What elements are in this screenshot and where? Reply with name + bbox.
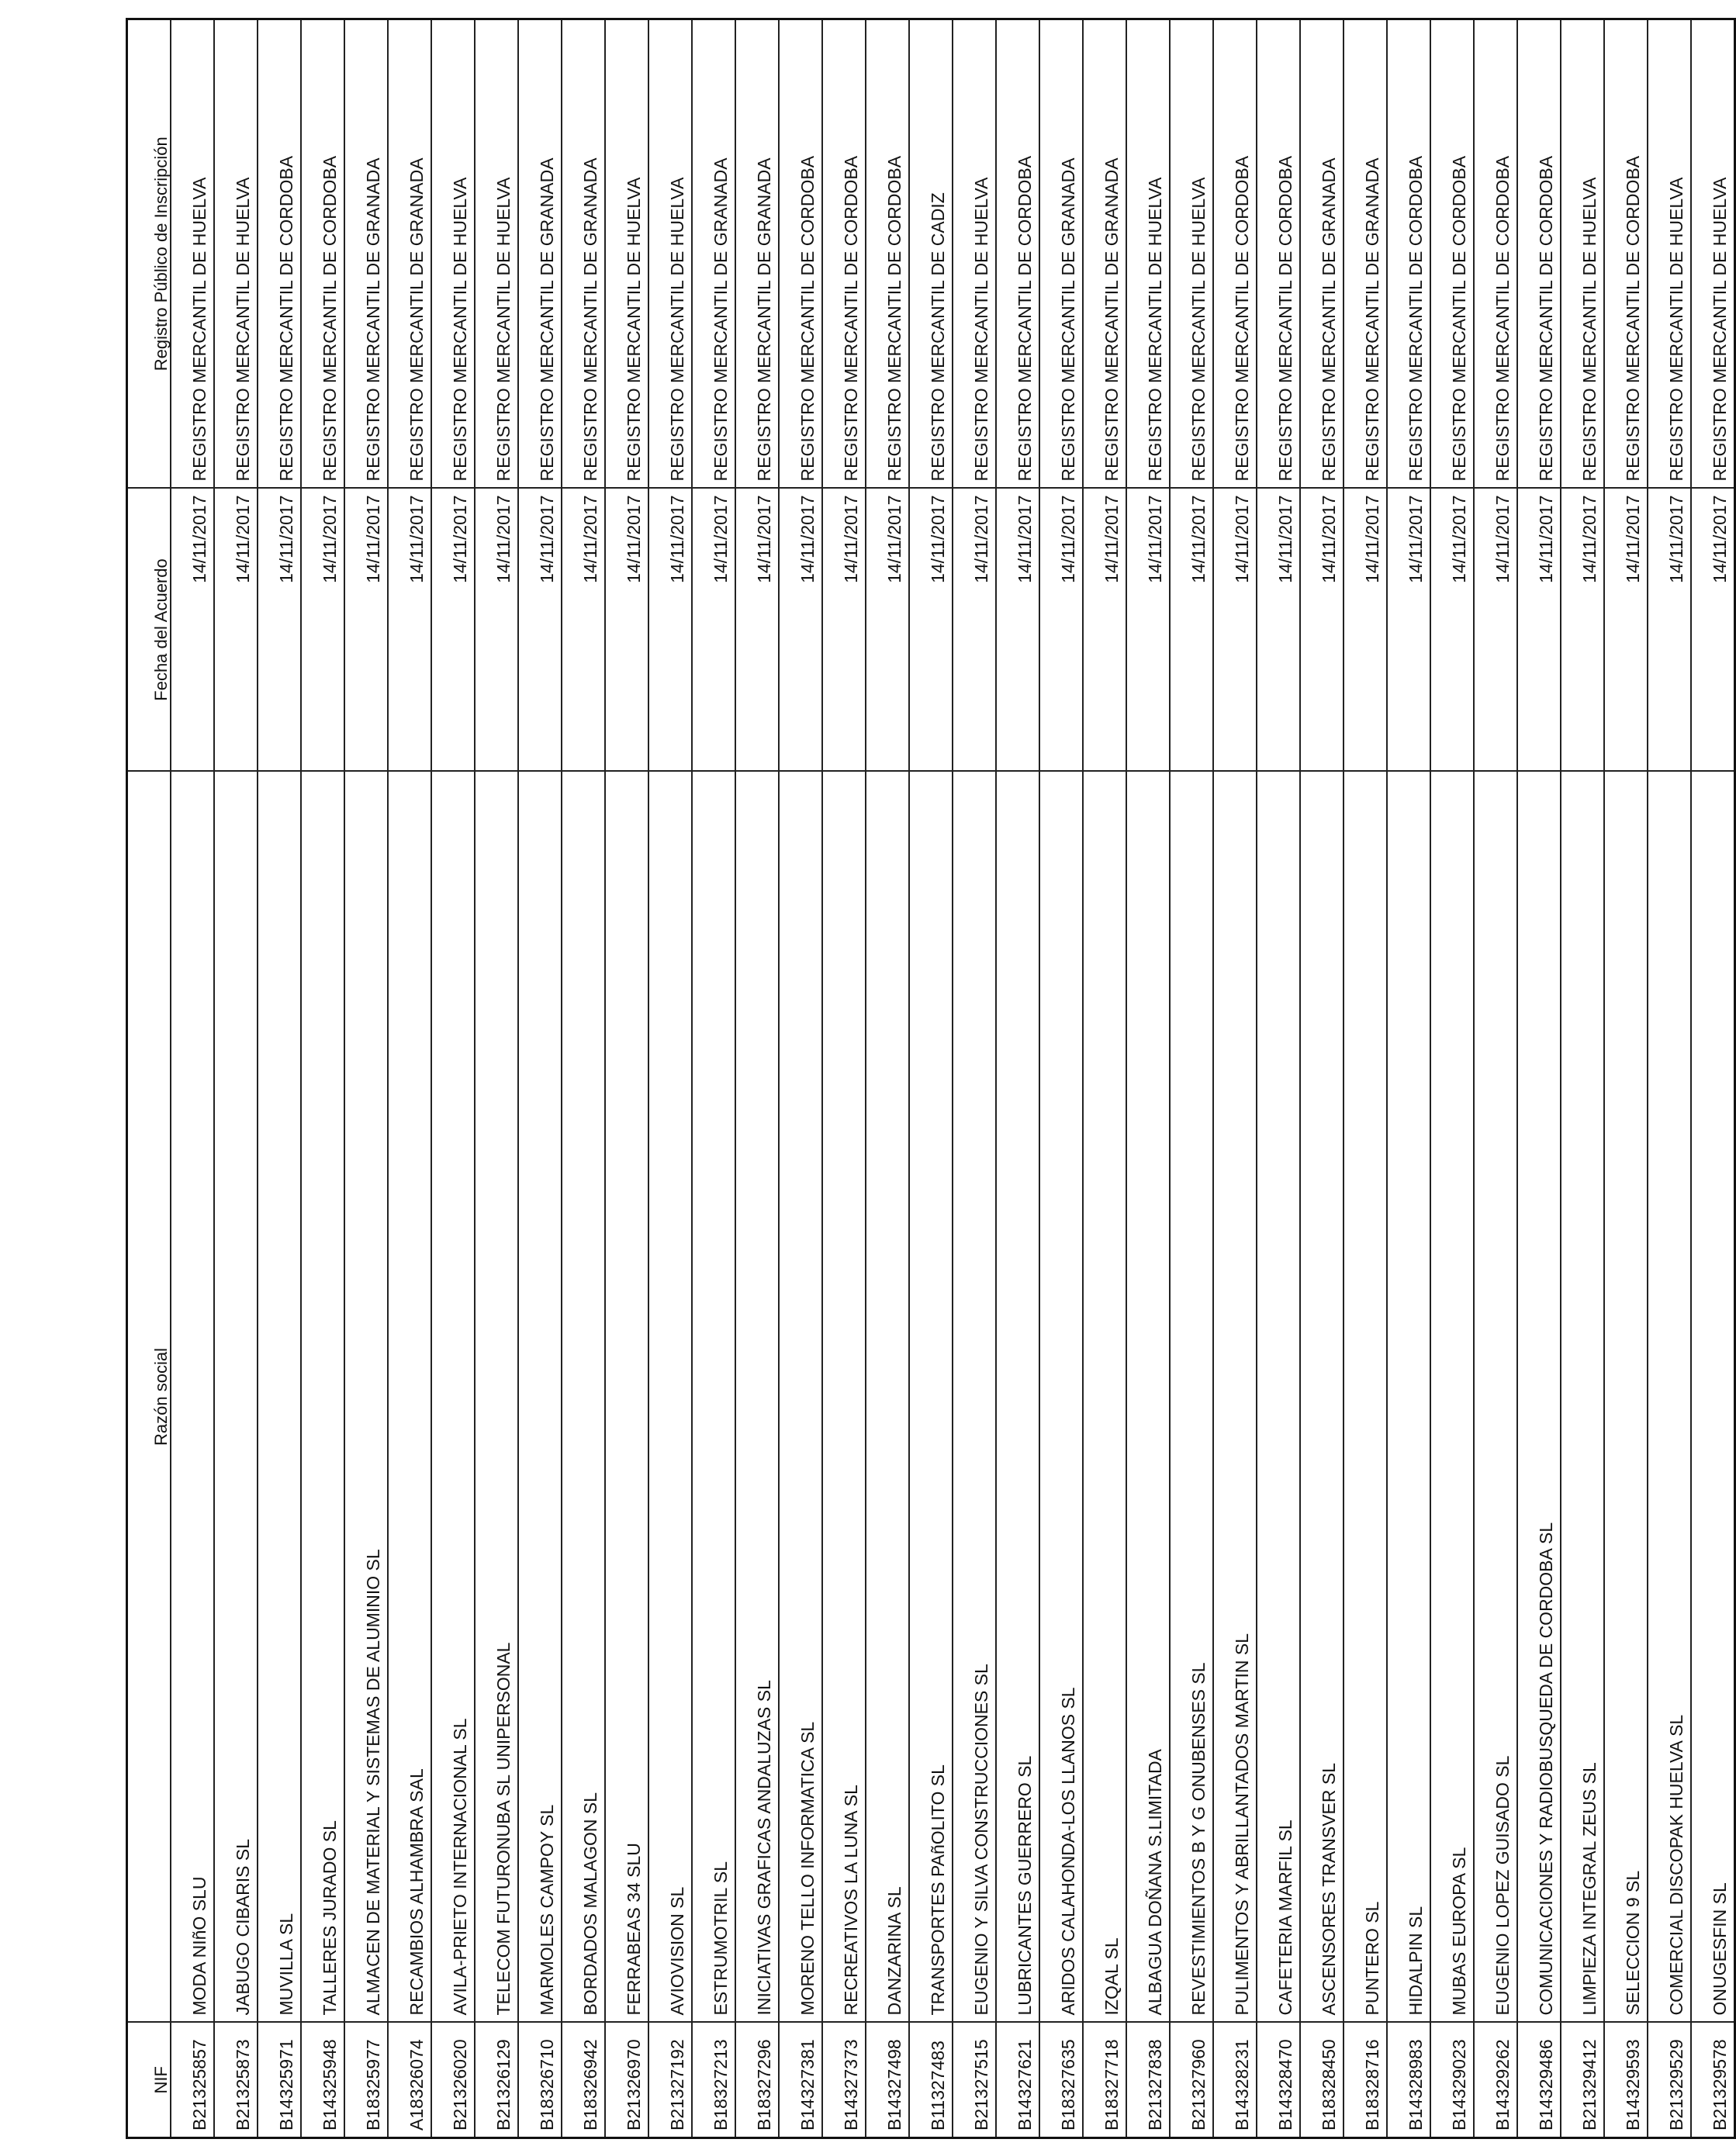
registry-cell: REGISTRO MERCANTIL DE GRANADA xyxy=(692,19,735,489)
nif-cell: B18326942 xyxy=(562,2023,605,2138)
table-row xyxy=(1561,19,1604,2138)
nif-cell: A18326074 xyxy=(388,2023,431,2138)
company-name-cell: AVIOVISION SL xyxy=(648,772,692,2023)
registry-cell: REGISTRO MERCANTIL DE GRANADA xyxy=(1039,19,1083,489)
table-row xyxy=(953,19,996,2138)
nif-cell: B14327373 xyxy=(822,2023,866,2138)
table-row xyxy=(258,19,301,2138)
nif-cell: B21326129 xyxy=(475,2023,518,2138)
table-row xyxy=(1039,19,1083,2138)
table-row xyxy=(822,19,866,2138)
agreement-date-cell: 14/11/2017 xyxy=(1126,489,1170,772)
nif-cell: B18327213 xyxy=(692,2023,735,2138)
nif-cell: B18327635 xyxy=(1039,2023,1083,2138)
nif-cell: B14329023 xyxy=(1430,2023,1474,2138)
company-name-cell: INICIATIVAS GRAFICAS ANDALUZAS SL xyxy=(735,772,779,2023)
company-name-cell: AVILA-PRIETO INTERNACIONAL SL xyxy=(431,772,475,2023)
nif-cell: B21325873 xyxy=(214,2023,258,2138)
agreement-date-cell: 14/11/2017 xyxy=(562,489,605,772)
agreement-date-cell: 14/11/2017 xyxy=(605,489,648,772)
nif-cell: B14329593 xyxy=(1604,2023,1648,2138)
company-name-cell: LUBRICANTES GUERRERO SL xyxy=(996,772,1039,2023)
agreement-date-cell: 14/11/2017 xyxy=(1561,489,1604,772)
table-row xyxy=(431,19,475,2138)
table-row xyxy=(214,19,258,2138)
table-row xyxy=(518,19,562,2138)
registry-cell: REGISTRO MERCANTIL DE HUELVA xyxy=(953,19,996,489)
header-row xyxy=(127,19,171,2138)
agreement-date-cell: 14/11/2017 xyxy=(648,489,692,772)
company-name-cell: COMUNICACIONES Y RADIOBUSQUEDA DE CORDOBA SL xyxy=(1517,772,1561,2023)
registry-cell: REGISTRO MERCANTIL DE CORDOBA xyxy=(301,19,344,489)
table-row xyxy=(1430,19,1474,2138)
header-date: Fecha del Acuerdo xyxy=(127,489,171,772)
agreement-date-cell: 14/11/2017 xyxy=(1039,489,1083,772)
nif-cell: B18327296 xyxy=(735,2023,779,2138)
registry-cell: REGISTRO MERCANTIL DE CORDOBA xyxy=(1387,19,1430,489)
nif-cell: B14329486 xyxy=(1517,2023,1561,2138)
agreement-date-cell: 14/11/2017 xyxy=(518,489,562,772)
agreement-date-cell: 14/11/2017 xyxy=(996,489,1039,772)
table-row xyxy=(1126,19,1170,2138)
company-name-cell: SELECCION 9 SL xyxy=(1604,772,1648,2023)
agreement-date-cell: 14/11/2017 xyxy=(909,489,953,772)
registry-cell: REGISTRO MERCANTIL DE GRANADA xyxy=(1083,19,1126,489)
agreement-date-cell: 14/11/2017 xyxy=(735,489,779,772)
nif-cell: B14327498 xyxy=(866,2023,909,2138)
table-row xyxy=(1604,19,1648,2138)
registry-cell: REGISTRO MERCANTIL DE GRANADA xyxy=(1300,19,1343,489)
table-row xyxy=(1387,19,1430,2138)
table-row xyxy=(1213,19,1257,2138)
registry-cell: REGISTRO MERCANTIL DE CORDOBA xyxy=(779,19,822,489)
company-name-cell: ALBAGUA DOÑANA S.LIMITADA xyxy=(1126,772,1170,2023)
registry-cell: REGISTRO MERCANTIL DE GRANADA xyxy=(735,19,779,489)
company-name-cell: EUGENIO Y SILVA CONSTRUCCIONES SL xyxy=(953,772,996,2023)
registry-cell: REGISTRO MERCANTIL DE GRANADA xyxy=(562,19,605,489)
table-row xyxy=(909,19,953,2138)
nif-cell: B14327621 xyxy=(996,2023,1039,2138)
company-name-cell: MODA NIñO SLU xyxy=(171,772,214,2023)
registry-cell: REGISTRO MERCANTIL DE HUELVA xyxy=(431,19,475,489)
registry-cell: REGISTRO MERCANTIL DE HUELVA xyxy=(1691,19,1735,489)
table-row xyxy=(562,19,605,2138)
agreement-date-cell: 14/11/2017 xyxy=(1083,489,1126,772)
registry-cell: REGISTRO MERCANTIL DE CORDOBA xyxy=(1474,19,1517,489)
company-name-cell: EUGENIO LOPEZ GUISADO SL xyxy=(1474,772,1517,2023)
company-name-cell: COMERCIAL DISCOPAK HUELVA SL xyxy=(1648,772,1691,2023)
agreement-date-cell: 14/11/2017 xyxy=(866,489,909,772)
registry-cell: REGISTRO MERCANTIL DE CORDOBA xyxy=(866,19,909,489)
header-registry: Registro Público de Inscripción xyxy=(127,19,171,489)
company-name-cell: TELECOM FUTURONUBA SL UNIPERSONAL xyxy=(475,772,518,2023)
agreement-date-cell: 14/11/2017 xyxy=(1213,489,1257,772)
registry-cell: REGISTRO MERCANTIL DE CORDOBA xyxy=(1257,19,1300,489)
nif-cell: B21329412 xyxy=(1561,2023,1604,2138)
registry-cell: REGISTRO MERCANTIL DE HUELVA xyxy=(214,19,258,489)
table-row xyxy=(301,19,344,2138)
nif-cell: B11327483 xyxy=(909,2023,953,2138)
nif-cell: B21327838 xyxy=(1126,2023,1170,2138)
agreement-date-cell: 14/11/2017 xyxy=(1517,489,1561,772)
agreement-date-cell: 14/11/2017 xyxy=(258,489,301,772)
header-name: Razón social xyxy=(127,772,171,2023)
table-row xyxy=(605,19,648,2138)
table-row xyxy=(1648,19,1691,2138)
nif-cell: B21325857 xyxy=(171,2023,214,2138)
table-row xyxy=(1300,19,1343,2138)
agreement-date-cell: 14/11/2017 xyxy=(1300,489,1343,772)
agreement-date-cell: 14/11/2017 xyxy=(1474,489,1517,772)
registry-cell: REGISTRO MERCANTIL DE CORDOBA xyxy=(1430,19,1474,489)
registry-cell: REGISTRO MERCANTIL DE CORDOBA xyxy=(1604,19,1648,489)
agreement-date-cell: 14/11/2017 xyxy=(475,489,518,772)
company-name-cell: MORENO TELLO INFORMATICA SL xyxy=(779,772,822,2023)
company-name-cell: HIDALPIN SL xyxy=(1387,772,1430,2023)
registry-cell: REGISTRO MERCANTIL DE CORDOBA xyxy=(822,19,866,489)
registry-cell: REGISTRO MERCANTIL DE HUELVA xyxy=(1170,19,1213,489)
agreement-date-cell: 14/11/2017 xyxy=(692,489,735,772)
agreement-date-cell: 14/11/2017 xyxy=(1257,489,1300,772)
nif-cell: B21327960 xyxy=(1170,2023,1213,2138)
table-row xyxy=(1083,19,1126,2138)
company-name-cell: DANZARINA SL xyxy=(866,772,909,2023)
table-row xyxy=(1257,19,1300,2138)
agreement-date-cell: 14/11/2017 xyxy=(1691,489,1735,772)
rotated-page xyxy=(126,0,1730,2139)
company-name-cell: CAFETERIA MARFIL SL xyxy=(1257,772,1300,2023)
company-name-cell: PULIMENTOS Y ABRILLANTADOS MARTIN SL xyxy=(1213,772,1257,2023)
company-name-cell: FERRABEAS 34 SLU xyxy=(605,772,648,2023)
registry-cell: REGISTRO MERCANTIL DE HUELVA xyxy=(648,19,692,489)
table-row xyxy=(996,19,1039,2138)
registry-cell: REGISTRO MERCANTIL DE CORDOBA xyxy=(1213,19,1257,489)
company-name-cell: MUBAS EUROPA SL xyxy=(1430,772,1474,2023)
registry-cell: REGISTRO MERCANTIL DE HUELVA xyxy=(475,19,518,489)
nif-cell: B14325948 xyxy=(301,2023,344,2138)
company-table xyxy=(126,18,1736,2139)
table-row xyxy=(388,19,431,2138)
table-row xyxy=(1691,19,1735,2138)
company-name-cell: JABUGO CIBARIS SL xyxy=(214,772,258,2023)
nif-cell: B18328716 xyxy=(1343,2023,1387,2138)
registry-cell: REGISTRO MERCANTIL DE GRANADA xyxy=(344,19,388,489)
registry-cell: REGISTRO MERCANTIL DE CORDOBA xyxy=(996,19,1039,489)
agreement-date-cell: 14/11/2017 xyxy=(1170,489,1213,772)
agreement-date-cell: 14/11/2017 xyxy=(301,489,344,772)
registry-cell: REGISTRO MERCANTIL DE CORDOBA xyxy=(1517,19,1561,489)
table-row xyxy=(171,19,214,2138)
nif-cell: B18325977 xyxy=(344,2023,388,2138)
nif-cell: B14327381 xyxy=(779,2023,822,2138)
nif-cell: B14328470 xyxy=(1257,2023,1300,2138)
registry-cell: REGISTRO MERCANTIL DE CORDOBA xyxy=(258,19,301,489)
agreement-date-cell: 14/11/2017 xyxy=(171,489,214,772)
table-row xyxy=(692,19,735,2138)
table-row xyxy=(1474,19,1517,2138)
agreement-date-cell: 14/11/2017 xyxy=(953,489,996,772)
company-name-cell: IZQAL SL xyxy=(1083,772,1126,2023)
table-row xyxy=(1170,19,1213,2138)
company-name-cell: TRANSPORTES PAñOLITO SL xyxy=(909,772,953,2023)
table-row xyxy=(475,19,518,2138)
registry-cell: REGISTRO MERCANTIL DE GRANADA xyxy=(388,19,431,489)
registry-cell: REGISTRO MERCANTIL DE HUELVA xyxy=(1561,19,1604,489)
registry-cell: REGISTRO MERCANTIL DE HUELVA xyxy=(171,19,214,489)
table-row xyxy=(1343,19,1387,2138)
agreement-date-cell: 14/11/2017 xyxy=(1648,489,1691,772)
company-name-cell: ASCENSORES TRANSVER SL xyxy=(1300,772,1343,2023)
header-nif: NIF xyxy=(127,2023,171,2138)
company-name-cell: ALMACEN DE MATERIAL Y SISTEMAS DE ALUMINIO SL xyxy=(344,772,388,2023)
company-name-cell: LIMPIEZA INTEGRAL ZEUS SL xyxy=(1561,772,1604,2023)
agreement-date-cell: 14/11/2017 xyxy=(1343,489,1387,772)
nif-cell: B18327718 xyxy=(1083,2023,1126,2138)
company-name-cell: REVESTIMIENTOS B Y G ONUBENSES SL xyxy=(1170,772,1213,2023)
company-name-cell: RECAMBIOS ALHAMBRA SAL xyxy=(388,772,431,2023)
agreement-date-cell: 14/11/2017 xyxy=(1387,489,1430,772)
company-name-cell: RECREATIVOS LA LUNA SL xyxy=(822,772,866,2023)
registry-cell: REGISTRO MERCANTIL DE GRANADA xyxy=(518,19,562,489)
nif-cell: B21326970 xyxy=(605,2023,648,2138)
agreement-date-cell: 14/11/2017 xyxy=(1430,489,1474,772)
nif-cell: B18328450 xyxy=(1300,2023,1343,2138)
agreement-date-cell: 14/11/2017 xyxy=(431,489,475,772)
nif-cell: B21329578 xyxy=(1691,2023,1735,2138)
nif-cell: B21327515 xyxy=(953,2023,996,2138)
registry-cell: REGISTRO MERCANTIL DE HUELVA xyxy=(605,19,648,489)
table-row xyxy=(1517,19,1561,2138)
registry-cell: REGISTRO MERCANTIL DE CADIZ xyxy=(909,19,953,489)
agreement-date-cell: 14/11/2017 xyxy=(214,489,258,772)
registry-cell: REGISTRO MERCANTIL DE HUELVA xyxy=(1126,19,1170,489)
company-name-cell: ONUGESFIN SL xyxy=(1691,772,1735,2023)
table-row xyxy=(648,19,692,2138)
agreement-date-cell: 14/11/2017 xyxy=(344,489,388,772)
company-name-cell: PUNTERO SL xyxy=(1343,772,1387,2023)
nif-cell: B18326710 xyxy=(518,2023,562,2138)
nif-cell: B14328231 xyxy=(1213,2023,1257,2138)
company-name-cell: MARMOLES CAMPOY SL xyxy=(518,772,562,2023)
registry-cell: REGISTRO MERCANTIL DE GRANADA xyxy=(1343,19,1387,489)
company-name-cell: ESTRUMOTRIL SL xyxy=(692,772,735,2023)
agreement-date-cell: 14/11/2017 xyxy=(388,489,431,772)
table-row xyxy=(866,19,909,2138)
nif-cell: B21329529 xyxy=(1648,2023,1691,2138)
company-name-cell: BORDADOS MALAGON SL xyxy=(562,772,605,2023)
nif-cell: B14328983 xyxy=(1387,2023,1430,2138)
nif-cell: B21326020 xyxy=(431,2023,475,2138)
agreement-date-cell: 14/11/2017 xyxy=(1604,489,1648,772)
registry-cell: REGISTRO MERCANTIL DE HUELVA xyxy=(1648,19,1691,489)
nif-cell: B21327192 xyxy=(648,2023,692,2138)
company-name-cell: ARIDOS CALAHONDA-LOS LLANOS SL xyxy=(1039,772,1083,2023)
agreement-date-cell: 14/11/2017 xyxy=(822,489,866,772)
table-row xyxy=(344,19,388,2138)
nif-cell: B14325971 xyxy=(258,2023,301,2138)
company-name-cell: MUVILLA SL xyxy=(258,772,301,2023)
company-name-cell: TALLERES JURADO SL xyxy=(301,772,344,2023)
table-body xyxy=(171,19,1735,2138)
nif-cell: B14329262 xyxy=(1474,2023,1517,2138)
table-row xyxy=(779,19,822,2138)
table-row xyxy=(735,19,779,2138)
agreement-date-cell: 14/11/2017 xyxy=(779,489,822,772)
